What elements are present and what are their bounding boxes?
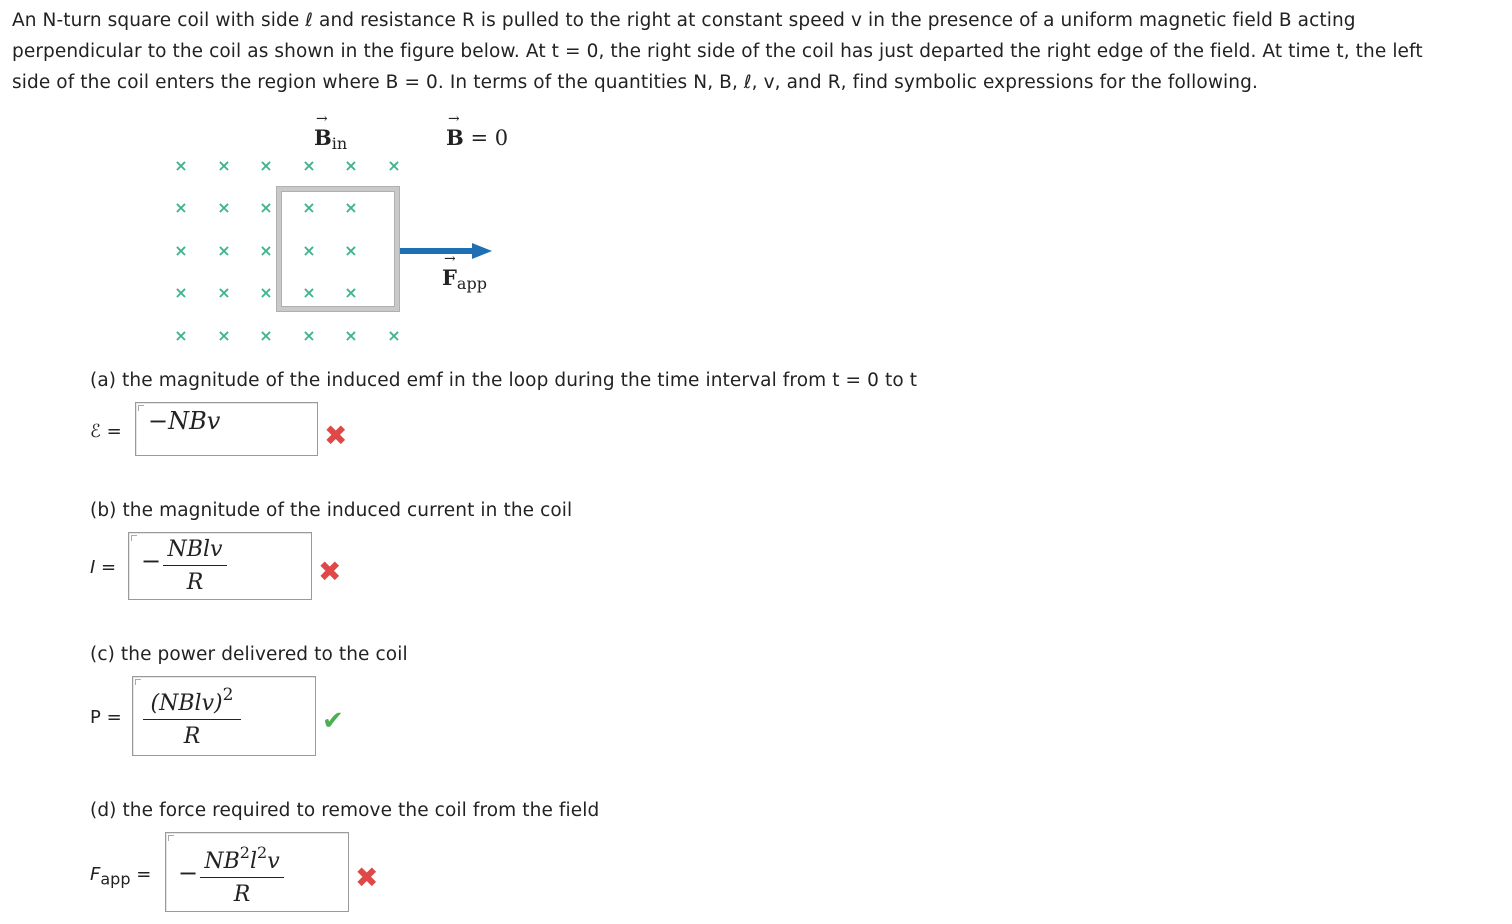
field-mark: ×	[302, 241, 316, 260]
field-mark: ×	[302, 198, 316, 217]
field-mark: ×	[302, 326, 316, 345]
field-corner-icon	[135, 679, 141, 685]
field-mark: ×	[302, 156, 316, 175]
field-mark: ×	[217, 198, 231, 217]
part-d-label: $F_{app}$ =	[90, 864, 152, 889]
field-mark: ×	[259, 241, 273, 260]
field-mark: ×	[259, 283, 273, 302]
part-a-answer-field[interactable]	[135, 402, 318, 456]
part-c-numerator: (NBlv)$^2$	[150, 685, 234, 716]
part-b-label: I =	[90, 557, 117, 578]
b-zero-label: → B = 0	[446, 111, 509, 150]
part-d-fraction	[200, 843, 284, 907]
fraction-bar	[143, 719, 241, 720]
part-b-fraction	[163, 537, 227, 595]
field-mark: ×	[344, 198, 358, 217]
problem-statement	[12, 5, 1507, 98]
fraction-bar	[163, 565, 227, 566]
part-d-prompt: (d) the force required to remove the coil from the field	[90, 800, 600, 821]
square-coil	[277, 187, 399, 311]
vector-arrow-icon: →	[444, 251, 456, 267]
part-b-answer-field[interactable]	[128, 532, 312, 600]
part-b-prompt: (b) the magnitude of the induced current in the coil	[90, 500, 573, 521]
incorrect-icon: ✖	[318, 555, 342, 588]
incorrect-icon: ✖	[355, 861, 379, 894]
f-app-label: → $F_{app}$	[442, 251, 487, 293]
field-mark: ×	[344, 156, 358, 175]
field-mark: ×	[174, 241, 188, 260]
field-mark: ×	[217, 326, 231, 345]
part-b-sign: −	[141, 547, 162, 575]
problem-line-1: An N-turn square coil with side ℓ and resistance R is pulled to the right at constant speed v in the presence of a uniform magnetic field B acting	[12, 10, 1356, 31]
field-mark: ×	[344, 326, 358, 345]
fraction-bar	[200, 877, 284, 878]
b-in-label: → $B_{in}$	[314, 111, 348, 153]
field-mark: ×	[174, 283, 188, 302]
field-mark: ×	[344, 241, 358, 260]
vector-arrow-icon: →	[316, 111, 328, 127]
field-mark: ×	[387, 326, 401, 345]
field-mark: ×	[259, 156, 273, 175]
field-mark: ×	[217, 241, 231, 260]
part-c-denominator: R	[183, 724, 201, 749]
part-b-numerator: NBlv	[167, 537, 223, 562]
part-d-denominator: R	[233, 882, 251, 907]
part-c-label: P =	[90, 707, 122, 728]
correct-icon: ✔	[322, 706, 344, 736]
problem-line-2: perpendicular to the coil as shown in the figure below. At t = 0, the right side of the coil has just departed the right edge of the field. At time t, the left	[12, 41, 1423, 62]
part-a-answer: −NBv	[148, 407, 221, 435]
field-mark: ×	[259, 326, 273, 345]
field-mark: ×	[174, 198, 188, 217]
field-corner-icon	[168, 835, 174, 841]
vector-arrow-icon: →	[448, 111, 460, 127]
part-c-answer-field[interactable]	[132, 676, 316, 756]
part-d-numerator: $NB^2l^2v$	[204, 843, 280, 874]
field-mark: ×	[174, 156, 188, 175]
field-mark: ×	[217, 156, 231, 175]
part-c-prompt: (c) the power delivered to the coil	[90, 644, 408, 665]
coil-field-diagram	[150, 111, 550, 355]
field-corner-icon	[138, 405, 144, 411]
part-c-fraction	[143, 685, 241, 749]
part-a-prompt: (a) the magnitude of the induced emf in the loop during the time interval from t = 0 to t	[90, 370, 918, 391]
field-mark: ×	[217, 283, 231, 302]
part-d-sign: −	[178, 859, 199, 887]
field-mark: ×	[259, 198, 273, 217]
part-d-answer-field[interactable]	[165, 832, 349, 912]
part-b-denominator: R	[186, 570, 204, 595]
field-corner-icon	[131, 535, 137, 541]
field-mark: ×	[302, 283, 316, 302]
incorrect-icon: ✖	[324, 419, 348, 452]
field-mark: ×	[174, 326, 188, 345]
field-mark: ×	[344, 283, 358, 302]
part-a-label: ℰ =	[90, 421, 122, 442]
problem-line-3: side of the coil enters the region where B = 0. In terms of the quantities N, B, ℓ, v, and R, find symbolic expressions for the following.	[12, 72, 1258, 93]
field-mark: ×	[387, 156, 401, 175]
